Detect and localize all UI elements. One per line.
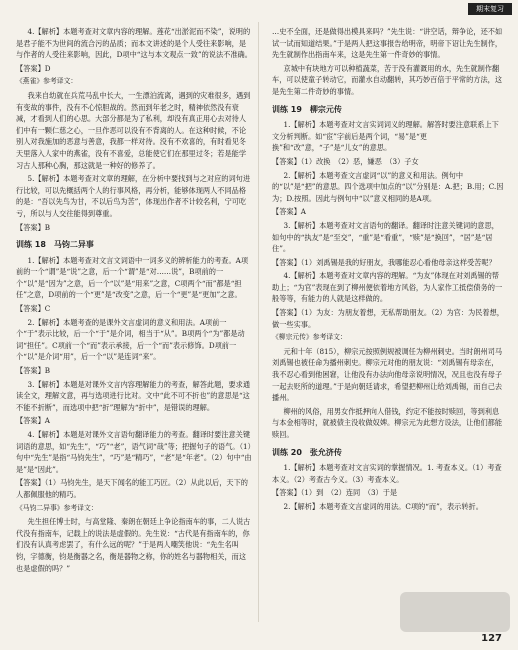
answer-line: 【答案】A [272,207,306,217]
answer-line: 【答案】B [16,366,51,376]
section-title: 训练 19 柳宗元传 [272,104,342,114]
paragraph: 元和十年（815），柳宗元按照例规被调任为柳州刺史。当时朗州司马刘禹锡也被任命为播州刺史。柳宗元对他的朋友说：“刘禹锡有母亲在，我不忍心看到他困窘，让他没有办法向他母亲说明情况，况且也没有母子一起去贬所的道理。”于是向朝廷请求，希望把柳州让给刘禹锡，而自己去播州。 [272,346,503,403]
paragraph: 5.【解析】本题考查对文章的理解，在分析中要找到与之对应的词句进行比较，可以先概括两个人的行事风格，再分析，能够体现两人不同品格的是：“吾以先鸟为甘，不以后鸟为苦”，体现出作者不计较名利，宁可吃亏，所以与人交往能得到尊重。 [16,174,251,218]
paragraph: 1.【解析】本题考查对文言实词词义的理解。解答时要注意联系上下文分析判断。如“宦”字前后是两个词，“易”是“更换”和“改”意，“子”是“儿女”的意思。 [272,120,499,153]
paragraph: 1.【解析】本题考查对文言文词语中一词多义的辨析能力的考查。A项前的一个“谓”是“说”之意，后一个“谓”是“对……说”，B项前的一个“以”是“因为”之意，后一个“以”是“用来”之意，C项两个“而”都是“担任”之意，D项前的一个“更”是“改变”之意，后一个“更”是“更加”之意。 [16,255,249,300]
paragraph: 3.【解析】本题考查对文言语句的翻译。翻译时注意关键词的意思，如句中的“执友”是“至交”，“重”是“看重”，“赎”是“换回”，“居”是“居住”。 [272,220,499,254]
answer-line: 【答案】（1）刘禹锡是我的好朋友，我哪能忍心看他母亲这样受苦呢？ [272,257,496,267]
paragraph: 我来自幼就在兵荒马乱中长大，一生漂泊流离，遇到的灾难很多，遇到有变故的事件，没有不心惊胆战的。然而到年老之时，精神依然没有衰减，才看到人们的心思。大部分都是为了私利，却没有真正用心去对待人们中有一颗仁慈之心，一旦作恶可以没有不背离的人。在这种时候，不论别人对我施加的恶意与善意，我都一样对待。没有不欢喜的，有时看见冬天里落入人家中的燕雀，没有不喜爱，总能使它们在那里过冬；若是能学习古人那种心胸，那这就是一种好的修养了。 [16,90,251,170]
paragraph: 2.【解析】本题考查文言虚词“以”的意义和用法。例句中的“以”是“把”的意思。四个选项中加点的“以”分别是：A.把；B.用；C.因为；D.按照。因此与例句中“以”意义相同的是A项。 [272,170,504,203]
paragraph: 先生担任博士时，与高堂隆、秦朗在朝廷上争论指南车的事，二人说古代没有指南车，记载上的说法是虚假的。先生说：“古代是有指南车的，你们没有认真考虑罢了，有什么远的呢？”于是两人嘲笑他说：“先生名叫钧，字德衡，钧是衡器之名，衡是器物之称，你的姓名与器物相关，而这也是虚假的吗？” [16,517,251,573]
paragraph: 2.【解析】本题考查的是课外文言虚词的意义和用法。A项前一个“于”表示比较，后一个“于”是介词，相当于“从”。B项两个“为”都是动词“担任”。C项前一个“而”表示承接，后一个“而”表示修饰。D项前一个“以”是介词“用”，后一个“以”是连词“来”。 [16,317,245,362]
page-number: 127 [481,633,502,644]
paragraph: 1.【解析】本题考查对文言实词的掌握情况。1. 考查本义。（1）考查本义。（2）考查古今义。（3）考查本义。 [272,463,502,484]
answer-line: 【答案】（1）改换 （2）恶，嫌恶 （3）子女 [272,156,419,166]
reference-heading: 《马钧二异事》参考译文： [16,503,98,512]
paragraph: …史不全面，还是做得出模具来吗？”先生说：“讲空话，辩争论，还不如试一试而知道结果。”于是两人把这事报告给明帝，明帝下诏让先生制作，先生就制作出指南车来，这是先生第一件奇妙的事情。 [272,27,503,60]
paragraph: 京城中有块地方可以种植蔬菜，苦于没有灌溉用的水，先生就制作翻车，可以使童子转动它，而灌水自动翻转，其巧妙百倍于平常的方法，这是先生第二件奇妙的事情。 [272,63,503,96]
right-column [272,26,504,515]
section-title: 训练 18 马钧二异事 [16,240,94,250]
answer-line: 【答案】C [16,304,51,314]
header-badge: 期末复习 [468,3,512,15]
answer-line: 【答案】（1）到 （2）连同 （3）于是 [272,488,398,498]
answer-line: 【答案】B [16,222,51,232]
paragraph: 4.【解析】本题考查对文章内容的理解。“为友”体现在对刘禹锡的帮助上；“为官”表现在到了柳州便依着地方风俗，为人家作工抵偿债务的一般等等，有能力的人就是这样做的。 [272,271,503,304]
paragraph: 柳州的风俗，用男女作抵押向人借钱，约定不能按时赎回，等到利息与本金相等时，就被债主没收做奴婢。柳宗元为此想方设法，让他们都能赎回。 [272,406,503,439]
paragraph: 4.【解析】本题是对课外文言语句翻译能力的考查。翻译时要注意关键词语的意思，如“先生”，“巧”“老”，语气词“哉”等；把握句子的语气。（1）句中“先生”是指“马钧先生”，“巧”是“精巧”，“老”是“年老”。（2）句中“由是”是“因此”。 [16,430,252,474]
column-divider [258,22,259,622]
reference-heading: 《柳宗元传》参考译文： [272,333,347,342]
answer-line: 【答案】A [16,416,50,426]
left-column [16,26,252,576]
answer-line: 【答案】D [16,63,51,73]
section-title: 训练 20 张允济传 [272,447,342,457]
paragraph: 4.【解析】本题考查对文章内容的理解。莲花“出淤泥而不染”，说明的是君子能不为世间的流合污的品质；而本文讲述的是个人受往来影响，是与作者的人受往来影响，因此，D项中“这与本文观点一致”的说法不准确。 [16,27,252,60]
answer-line: 【答案】（1）为友：为朋友着想，无私帮助朋友。（2）为官：为民着想，做一些实事。 [272,308,504,329]
watermark-logo [400,592,510,632]
answer-line: 【答案】（1）马钧先生，是天下闻名的能工巧匠。（2）从此以后，天下的人都佩服他的精巧。 [16,478,248,499]
reference-heading: 《燕雀》参考译文： [16,77,78,86]
paragraph: 3.【解析】本题是对课外文言内容理解能力的考查，解答此题，要求通读全文，理解文意，再与选项进行比对。文中“此不可不折也”的意思是“这不能不折断”，而选项中把“折”理解为“折中”，是错误的理解。 [16,379,251,412]
paragraph: 2.【解析】本题考查文言虚词的用法。C项的“而”，表示转折。 [283,501,483,511]
